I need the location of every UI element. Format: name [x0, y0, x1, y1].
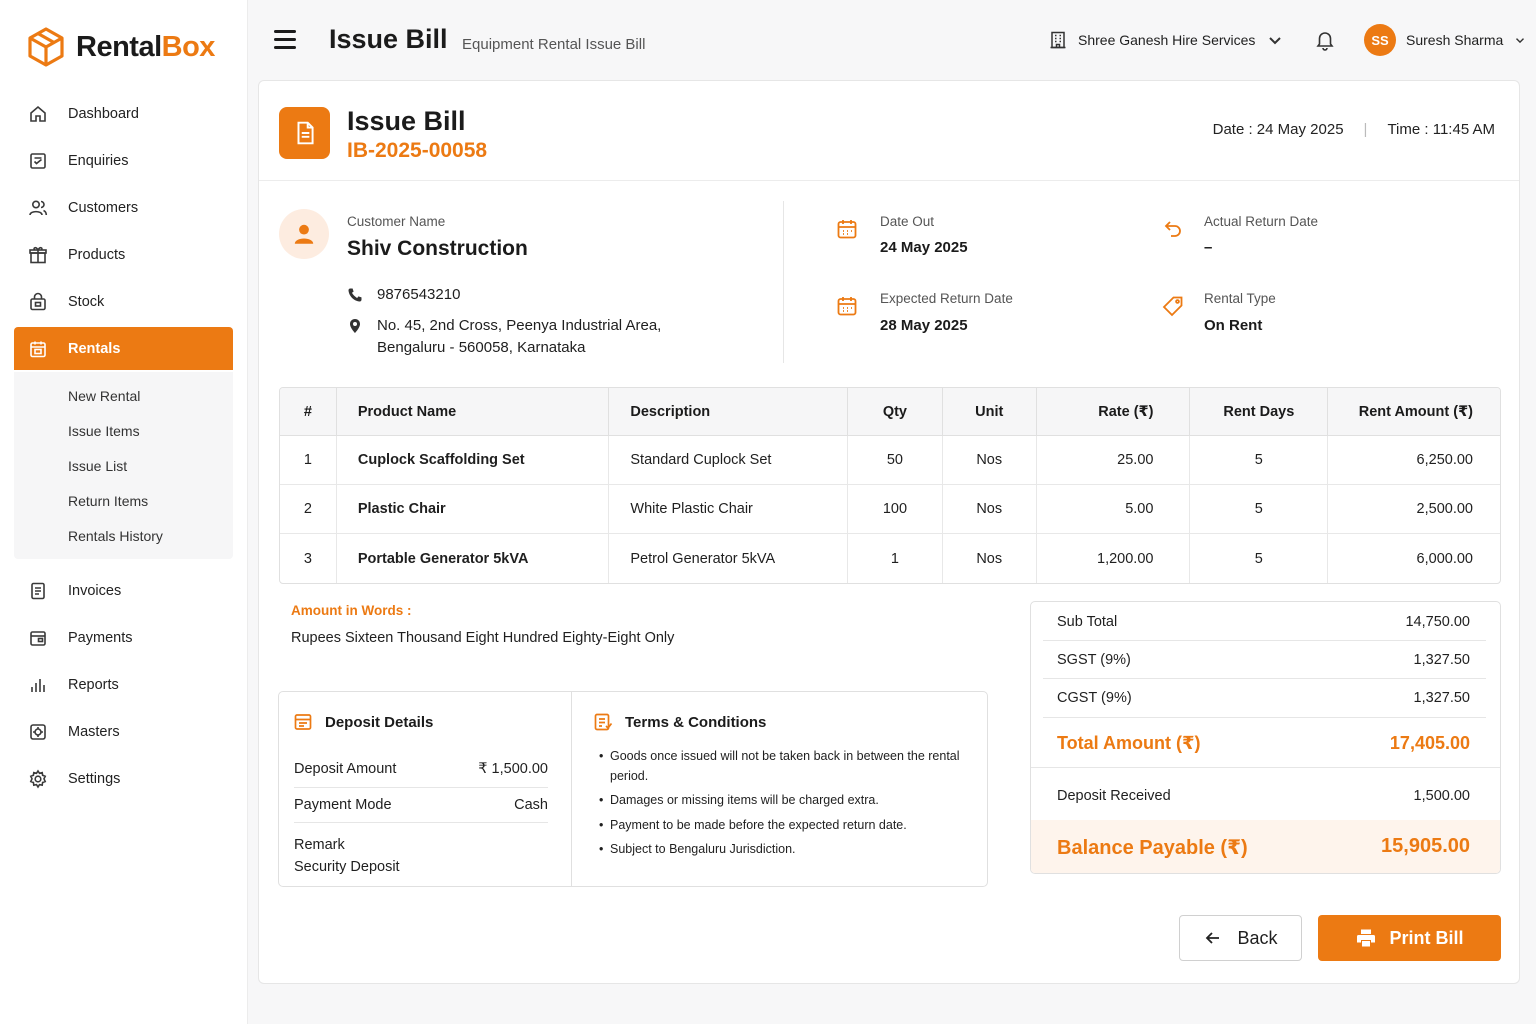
notification-bell-icon[interactable]: [1314, 29, 1336, 56]
masters-icon: [28, 722, 48, 742]
deposit-details-title: Deposit Details: [293, 712, 433, 732]
customer-name-label: Customer Name: [347, 214, 446, 229]
col-header: Product Name: [337, 388, 610, 436]
sidebar-item-masters[interactable]: Masters: [14, 708, 233, 755]
balance-payable-row: [1031, 820, 1500, 874]
balance-payable: Balance Payable (₹) 15,905.00: [1057, 835, 1470, 859]
subnav-new-rental[interactable]: New Rental: [68, 387, 141, 404]
bill-date: Date : 24 May 2025: [1212, 121, 1344, 138]
subnav-issue-list[interactable]: Issue List: [68, 457, 128, 474]
table-row: 1 Cuplock Scaffolding Set Standard Cuplock Set 50 Nos 25.00 5 6,250.00: [280, 436, 1500, 485]
top-header: [248, 0, 1536, 80]
rentals-submenu: [14, 372, 233, 559]
print-bill-button[interactable]: Print Bill: [1318, 915, 1501, 961]
menu-toggle-icon[interactable]: [274, 30, 296, 50]
calendar-icon: [835, 294, 859, 318]
user-menu[interactable]: [1364, 24, 1527, 56]
customer-phone: 9876543210: [347, 284, 460, 306]
gift-box-icon: [28, 245, 48, 265]
phone-icon: [347, 287, 363, 303]
divider: [1031, 767, 1500, 768]
bill-header: [259, 81, 1519, 181]
actual-return-value: –: [1204, 239, 1213, 256]
divider: [294, 822, 548, 823]
sgst-row: SGST (9%) 1,327.50: [1057, 652, 1470, 668]
terms-list: [599, 747, 975, 865]
back-button[interactable]: Back: [1179, 915, 1302, 961]
customer-name: Shiv Construction: [347, 237, 528, 260]
expected-return-value: 28 May 2025: [880, 317, 968, 334]
sidebar-item-invoices[interactable]: Invoices: [14, 567, 233, 614]
sidebar-nav: [14, 90, 233, 802]
sidebar-item-stock[interactable]: Stock: [14, 278, 233, 325]
table-header-row: [280, 388, 1500, 436]
col-header: Qty: [848, 388, 943, 436]
col-header: Unit: [943, 388, 1037, 436]
issue-bill-card: [258, 80, 1520, 984]
brand-name: RentalBox: [76, 30, 215, 63]
sidebar-item-customers[interactable]: Customers: [14, 184, 233, 231]
col-header: #: [280, 388, 337, 436]
totals-panel: [1030, 601, 1501, 874]
subnav-return-items[interactable]: Return Items: [68, 492, 149, 509]
date-out-label: Date Out: [880, 214, 935, 229]
building-icon: [1048, 30, 1068, 50]
table-row: 3 Portable Generator 5kVA Petrol Generator 5kVA 1 Nos 1,200.00 5 6,000.00: [280, 534, 1500, 583]
gear-icon: [28, 769, 48, 789]
cube-logo-icon: [26, 26, 66, 68]
wallet-icon: [28, 628, 48, 648]
document-icon: [279, 107, 330, 159]
enquiry-icon: [28, 151, 48, 171]
printer-icon: [1355, 927, 1377, 949]
col-header: Rent Amount (₹): [1328, 388, 1500, 436]
sidebar-item-reports[interactable]: Reports: [14, 661, 233, 708]
users-icon: [28, 198, 48, 218]
amount-in-words-value: Rupees Sixteen Thousand Eight Hundred Eighty-Eight Only: [291, 630, 675, 646]
divider: [1043, 678, 1486, 679]
bar-chart-icon: [28, 675, 48, 695]
company-selector[interactable]: [1048, 30, 1285, 50]
chevron-down-icon: [1513, 33, 1527, 47]
user-name: Suresh Sharma: [1406, 32, 1504, 48]
bill-time: Time : 11:45 AM: [1387, 121, 1495, 138]
rental-type-label: Rental Type: [1204, 291, 1276, 306]
sidebar-item-dashboard[interactable]: Dashboard: [14, 90, 233, 137]
customer-avatar-icon: [279, 209, 329, 259]
actual-return-label: Actual Return Date: [1204, 214, 1319, 229]
rental-type-value: On Rent: [1204, 317, 1263, 334]
table-row: 2 Plastic Chair White Plastic Chair 100 Nos 5.00 5 2,500.00: [280, 485, 1500, 534]
bill-title: Issue Bill: [347, 106, 466, 136]
page-subtitle: Equipment Rental Issue Bill: [462, 36, 646, 53]
cgst-row: CGST (9%) 1,327.50: [1057, 690, 1470, 706]
page-title: Issue Bill: [329, 24, 448, 54]
company-name: Shree Ganesh Hire Services: [1078, 32, 1256, 48]
list-item: • Goods once issued will not be taken back in between the rental period.: [599, 747, 975, 786]
terms-title: Terms & Conditions: [593, 712, 766, 732]
bill-number: IB-2025-00058: [347, 139, 488, 162]
tag-icon: [1161, 294, 1185, 318]
col-header: Rent Days: [1190, 388, 1328, 436]
divider: [294, 787, 548, 788]
sidebar-item-enquiries[interactable]: Enquiries: [14, 137, 233, 184]
col-header: Description: [609, 388, 848, 436]
sidebar: [0, 0, 248, 1024]
sidebar-item-payments[interactable]: Payments: [14, 614, 233, 661]
brand-logo[interactable]: [26, 26, 215, 68]
list-item: • Payment to be made before the expected return date.: [599, 816, 975, 836]
sidebar-item-rentals[interactable]: Rentals: [14, 327, 233, 370]
arrow-left-icon: [1203, 928, 1223, 948]
section-divider: [783, 201, 784, 363]
total-amount-row: Total Amount (₹) 17,405.00: [1057, 733, 1470, 753]
calendar-icon: [835, 217, 859, 241]
subnav-rentals-history[interactable]: Rentals History: [68, 527, 163, 544]
sidebar-item-products[interactable]: Products: [14, 231, 233, 278]
date-time-separator: |: [1363, 121, 1368, 138]
location-pin-icon: [347, 318, 363, 334]
deposit-icon: [293, 712, 313, 732]
expected-return-label: Expected Return Date: [880, 291, 1013, 306]
chevron-down-icon: [1265, 30, 1285, 50]
home-icon: [28, 104, 48, 124]
invoice-icon: [28, 581, 48, 601]
subtotal-row: Sub Total 14,750.00: [1057, 614, 1470, 630]
customer-address: No. 45, 2nd Cross, Peenya Industrial Area, Bengaluru - 560058, Karnataka: [347, 315, 661, 359]
bill-date-time: [1213, 121, 1495, 138]
deposit-received-row: Deposit Received 1,500.00: [1057, 788, 1470, 804]
avatar: SS: [1364, 24, 1396, 56]
deposit-amount-row: Deposit Amount ₹ 1,500.00: [294, 761, 548, 777]
date-out-value: 24 May 2025: [880, 239, 968, 256]
terms-list-icon: [593, 712, 613, 732]
payment-mode-row: Payment Mode Cash: [294, 797, 548, 813]
items-table: [279, 387, 1501, 584]
deposit-terms-panel: [278, 691, 988, 887]
calendar-icon: [28, 339, 48, 359]
panel-divider: [571, 692, 572, 886]
stock-icon: [28, 292, 48, 312]
list-item: • Subject to Bengaluru Jurisdiction.: [599, 840, 975, 860]
divider: [1043, 717, 1486, 718]
amount-in-words-label: Amount in Words :: [291, 603, 412, 618]
sidebar-item-settings[interactable]: Settings: [14, 755, 233, 802]
return-arrow-icon: [1161, 217, 1185, 241]
divider: [1043, 640, 1486, 641]
list-item: • Damages or missing items will be charged extra.: [599, 791, 975, 811]
col-header: Rate (₹): [1037, 388, 1191, 436]
remark-row: Remark Security Deposit: [294, 837, 400, 875]
subnav-issue-items[interactable]: Issue Items: [68, 422, 140, 439]
